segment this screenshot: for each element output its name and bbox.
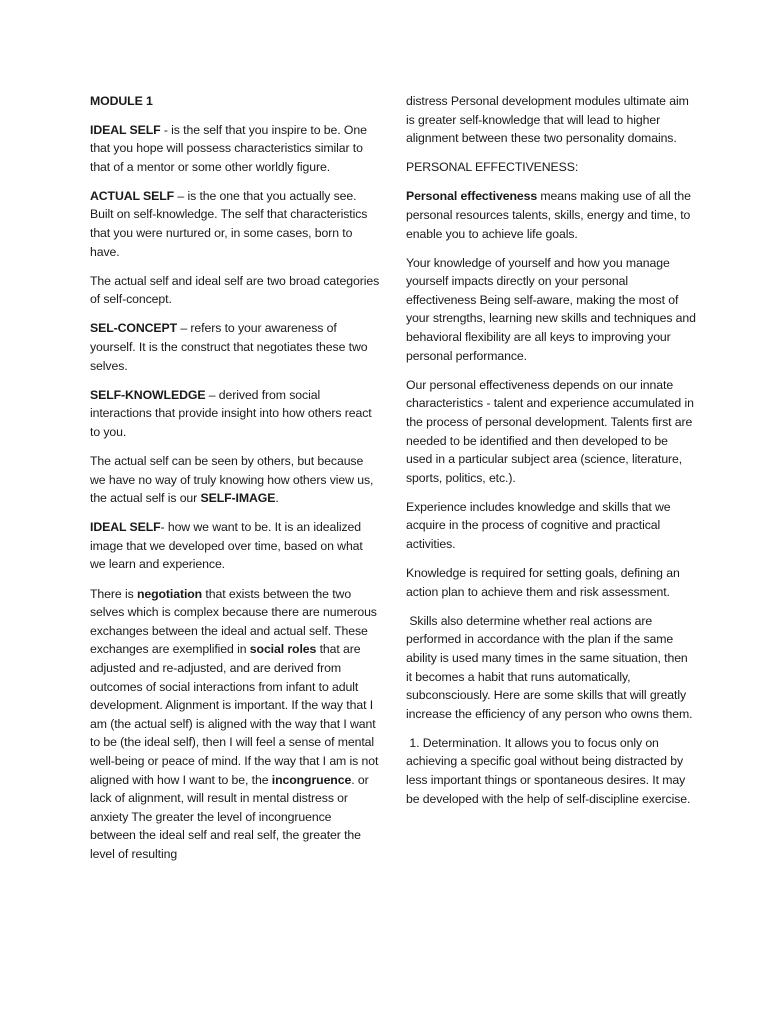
self-concept-categories-text: The actual self and ideal self are two broad categories of self-concept. bbox=[90, 273, 380, 307]
ideal-self-definition-text: - how we want to be. It is an idealized image that we developed over time, based on what we learn and experience. bbox=[90, 520, 363, 572]
knowledge-paragraph bbox=[406, 564, 696, 601]
personal-effectiveness-definition-text: means making use of all the personal resources talents, skills, energy and time, to enable you to achieve life goals. bbox=[406, 189, 691, 241]
term-self-image: SELF-IMAGE bbox=[200, 491, 276, 506]
distress-text: distress Personal development modules ultimate aim is greater self-knowledge that will lead to higher alignment between these two personality domains. bbox=[406, 94, 689, 146]
left-column bbox=[90, 92, 380, 874]
experience-paragraph bbox=[406, 498, 696, 554]
negotiation-paragraph bbox=[90, 585, 380, 864]
module-title: MODULE 1 bbox=[90, 94, 153, 108]
term-negotiation: negotiation bbox=[136, 586, 203, 601]
self-concept-categories-paragraph bbox=[90, 272, 380, 309]
right-column bbox=[406, 92, 696, 819]
innate-characteristics-paragraph bbox=[406, 376, 696, 488]
self-image-paragraph bbox=[90, 452, 380, 508]
term-ideal-self-2: IDEAL SELF bbox=[90, 520, 161, 535]
negotiation-text-a: There is bbox=[90, 586, 137, 601]
term-self-knowledge: SELF-KNOWLEDGE bbox=[90, 387, 206, 402]
self-knowledge-text: – derived from social interactions that provide insight into how others react to you. bbox=[90, 387, 372, 439]
personal-effectiveness-heading-text: PERSONAL EFFECTIVENESS: bbox=[406, 160, 579, 175]
determination-text: 1. Determination. It allows you to focus only on achieving a specific goal without being distracted by less important things or spontaneous desires. It may be developed with the help of self-discipline exercise. bbox=[406, 735, 691, 806]
term-personal-effectiveness: Personal effectiveness bbox=[406, 189, 538, 204]
personal-effectiveness-definition-paragraph bbox=[406, 187, 696, 243]
personal-effectiveness-heading bbox=[406, 158, 696, 177]
self-knowledge-paragraph bbox=[90, 386, 380, 442]
actual-self-paragraph bbox=[90, 187, 380, 261]
negotiation-text-b: that exists between the two selves which is complex because there are numerous exchanges between the ideal and actual self. These exchanges are exemplified in bbox=[90, 586, 377, 657]
self-concept-text: – refers to your awareness of yourself. It is the construct that negotiates these two selves. bbox=[90, 321, 368, 373]
innate-characteristics-text: Our personal effectiveness depends on our innate characteristics - talent and experience accumulated in the process of personal development. Talents first are needed to be identified and then developed to be used in a particular subject area (science, literature, sports, politics, etc.). bbox=[406, 377, 694, 485]
distress-paragraph bbox=[406, 92, 696, 148]
self-image-text-a: The actual self can be seen by others, but because we have no way of truly knowing how others view us, the actual self is our bbox=[90, 454, 374, 506]
knowledge-text: Knowledge is required for setting goals, defining an action plan to achieve them and risk assessment. bbox=[406, 566, 680, 599]
term-actual-self: ACTUAL SELF bbox=[90, 188, 175, 203]
term-incongruence: incongruence bbox=[271, 772, 352, 787]
ideal-self-text: - is the self that you inspire to be. One that you hope will possess characteristics similar to that of a mentor or some other worldly figure. bbox=[90, 122, 367, 174]
negotiation-text-d: . or lack of alignment, will result in mental distress or anxiety The greater the level of incongruence between the ideal self and real self, the greater the level of resulting bbox=[90, 772, 369, 861]
self-awareness-text: Your knowledge of yourself and how you manage yourself impacts directly on your personal effectiveness Being self-aware, making the most of your strengths, learning new skills and techniques and behavioral flexibility are all keys to improving your personal performance. bbox=[406, 255, 696, 363]
term-ideal-self: IDEAL SELF bbox=[90, 122, 161, 137]
ideal-self-definition-paragraph bbox=[90, 518, 380, 574]
negotiation-text-c: that are adjusted and re-adjusted, and are derived from outcomes of social interactions from infant to adult development. Alignment is important. If the way that I am (the actual self) is aligned with the way that I want to be (the ideal self), then I will feel a sense of mental well-being or peace of mind. If the way that I am is not aligned with how I want to be, the bbox=[90, 642, 379, 787]
experience-text: Experience includes knowledge and skills that we acquire in the process of cognitive and practical activities. bbox=[406, 499, 671, 551]
skills-paragraph bbox=[406, 612, 696, 724]
term-social-roles: social roles bbox=[249, 642, 317, 657]
self-awareness-paragraph bbox=[406, 254, 696, 366]
self-concept-paragraph bbox=[90, 319, 380, 375]
actual-self-text: – is the one that you actually see. Built on self-knowledge. The self that characteristics that you were nurtured or, in some cases, born to have. bbox=[90, 188, 368, 259]
term-self-concept: SEL-CONCEPT bbox=[90, 321, 178, 336]
ideal-self-paragraph bbox=[90, 121, 380, 177]
determination-paragraph bbox=[406, 734, 696, 808]
skills-text: Skills also determine whether real actions are performed in accordance with the plan if the same ability is used many times in the same situation, then it becomes a habit that runs automatically, subconsciously. Here are some skills that will greatly increase the efficiency of any person who owns them. bbox=[406, 613, 693, 721]
self-image-text-b: . bbox=[275, 491, 279, 506]
